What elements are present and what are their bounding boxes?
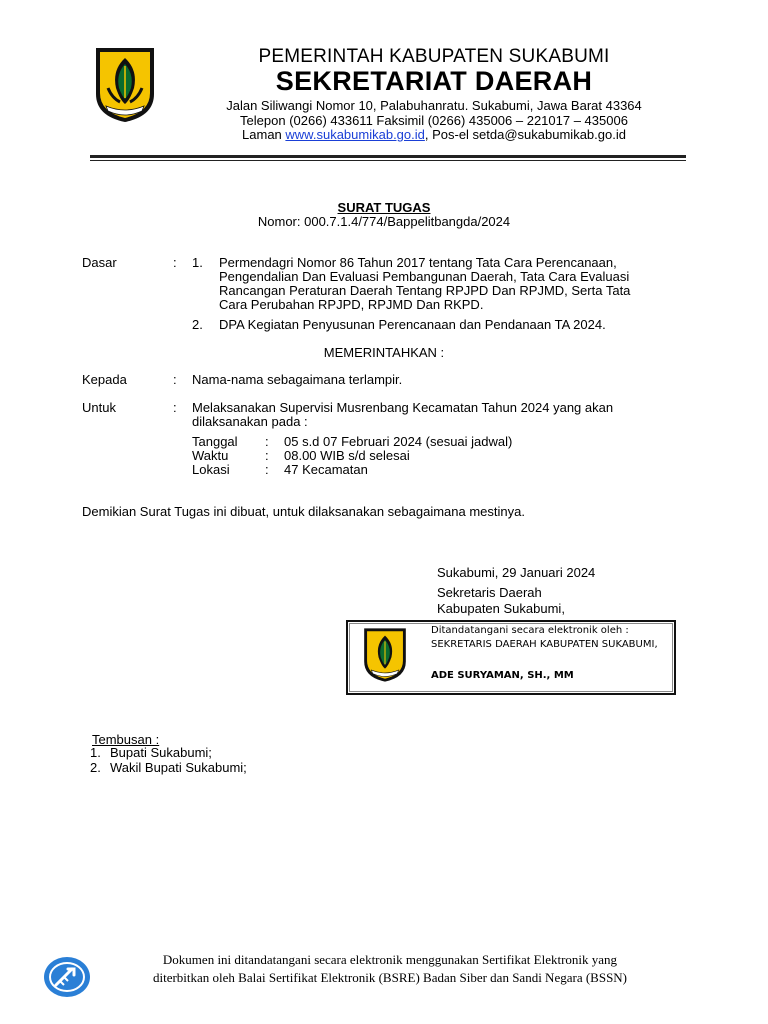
signature-name: ADE SURYAMAN, SH., MM <box>431 670 574 681</box>
footer-line-2: diterbitkan oleh Balai Sertifikat Elektronik (BSRE) Badan Siber dan Sandi Negara (BSSN) <box>152 970 628 985</box>
detail-tanggal-value: 05 s.d 07 Februari 2024 (sesuai jadwal) <box>284 434 513 449</box>
untuk-label: Untuk <box>82 400 116 415</box>
letterhead-phone: Telepon (0266) 433611 Faksimil (0266) 435006 – 221017 – 435006 <box>240 113 628 128</box>
memerintahkan-heading: MEMERINTAHKAN : <box>323 345 445 360</box>
tembusan-heading: Tembusan : <box>92 732 160 747</box>
signature-box-line-1: Ditandatangani secara elektronik oleh : <box>431 625 629 636</box>
header-rule-thin <box>90 160 686 161</box>
dasar-label: Dasar <box>82 255 117 270</box>
web-prefix: Laman <box>242 127 286 142</box>
dasar-item-1-line-1: Permendagri Nomor 86 Tahun 2017 tentang Tata Cara Perencanaan, <box>219 255 617 270</box>
dasar-item-2-line-1: DPA Kegiatan Penyusunan Perencanaan dan Pendanaan TA 2024. <box>219 317 606 332</box>
document-number: Nomor: 000.7.1.4/774/Bappelitbangda/2024 <box>257 214 511 229</box>
untuk-line-1: Melaksanakan Supervisi Musrenbang Kecamatan Tahun 2024 yang akan <box>192 400 614 415</box>
dasar-item-1-line-3: Rancangan Peraturan Daerah Tentang RPJPD Dan RPJMD, Serta Tata <box>219 283 631 298</box>
tembusan-item-2: Wakil Bupati Sukabumi; <box>110 760 247 775</box>
kepada-label: Kepada <box>82 372 127 387</box>
dasar-item-1-line-4: Cara Perubahan RPJPD, RPJMD Dan RKPD. <box>219 297 484 312</box>
detail-tanggal-label: Tanggal <box>192 434 238 449</box>
dasar-colon: : <box>173 255 177 270</box>
letterhead-web <box>160 127 708 142</box>
untuk-line-2: dilaksanakan pada : <box>192 414 308 429</box>
bsre-logo-icon <box>42 955 92 999</box>
kabupaten-sukabumi-logo <box>94 46 156 124</box>
signature-title-1: Sekretaris Daerah <box>437 585 542 600</box>
kepada-value: Nama-nama sebagaimana terlampir. <box>192 372 403 387</box>
letterhead-government: PEMERINTAH KABUPATEN SUKABUMI <box>258 46 610 67</box>
email-text: , Pos-el setda@sukabumikab.go.id <box>424 127 626 142</box>
tembusan-item-1: Bupati Sukabumi; <box>110 745 212 760</box>
letterhead-address: Jalan Siliwangi Nomor 10, Palabuhanratu. Sukabumi, Jawa Barat 43364 <box>226 98 642 113</box>
detail-waktu-colon: : <box>265 448 269 463</box>
dasar-item-1-num: 1. <box>192 255 203 270</box>
detail-tanggal-colon: : <box>265 434 269 449</box>
signature-title-2: Kabupaten Sukabumi, <box>437 601 565 616</box>
dasar-item-1-line-2: Pengendalian Dan Evaluasi Pembangunan Daerah, Tata Cara Evaluasi <box>219 269 630 284</box>
tembusan-item-2-num: 2. <box>90 760 101 775</box>
signature-place-date: Sukabumi, 29 Januari 2024 <box>437 565 596 580</box>
kepada-colon: : <box>173 372 177 387</box>
detail-waktu-label: Waktu <box>192 448 229 463</box>
header-rule-thick <box>90 155 686 158</box>
detail-lokasi-label: Lokasi <box>192 462 230 477</box>
letterhead-office: SEKRETARIAT DAERAH <box>275 66 593 96</box>
tembusan-item-1-num: 1. <box>90 745 101 760</box>
signature-logo <box>362 627 408 683</box>
untuk-colon: : <box>173 400 177 415</box>
detail-lokasi-value: 47 Kecamatan <box>284 462 368 477</box>
signature-box-line-2: SEKRETARIS DAERAH KABUPATEN SUKABUMI, <box>431 639 658 650</box>
website-link[interactable]: www.sukabumikab.go.id <box>285 127 425 142</box>
document-title: SURAT TUGAS <box>337 200 431 215</box>
detail-lokasi-colon: : <box>265 462 269 477</box>
detail-waktu-value: 08.00 WIB s/d selesai <box>284 448 410 463</box>
dasar-item-2-num: 2. <box>192 317 203 332</box>
footer-line-1: Dokumen ini ditandatangani secara elektronik menggunakan Sertifikat Elektronik yang <box>162 952 618 967</box>
closing-statement: Demikian Surat Tugas ini dibuat, untuk dilaksanakan sebagaimana mestinya. <box>82 504 525 519</box>
